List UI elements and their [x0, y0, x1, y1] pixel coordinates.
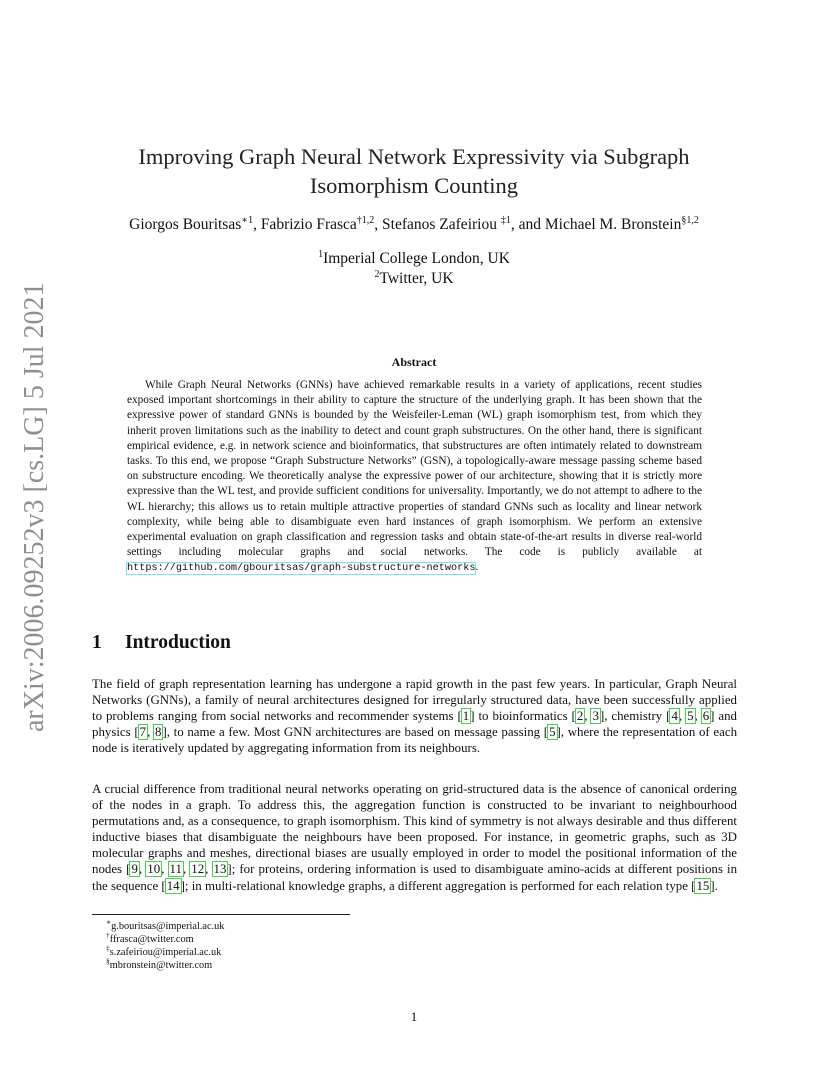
affiliation-mark: 1: [318, 248, 324, 260]
footnote-email: mbronstein@twitter.com: [109, 960, 213, 971]
affiliation-text: Twitter, UK: [379, 270, 454, 287]
citation-link[interactable]: 12: [191, 862, 205, 877]
footnote-mark: †: [106, 930, 110, 940]
footnote-email: s.zafeiriou@imperial.ac.uk: [109, 947, 222, 958]
author-name: Fabrizio Frasca: [260, 216, 357, 233]
paragraph-text: ,: [147, 725, 155, 740]
citation-link[interactable]: 15: [696, 878, 710, 893]
footnote-1: [106, 917, 225, 933]
footnote-email: ffrasca@twitter.com: [109, 934, 194, 945]
footnote-4: [106, 956, 213, 972]
author-mark: ∗1: [241, 214, 254, 226]
footnote-mark: ‡: [106, 943, 110, 953]
author-name: Giorgos Bouritsas: [129, 216, 242, 233]
citation-link[interactable]: 10: [147, 862, 161, 877]
abstract-end: .: [475, 561, 479, 574]
abstract-body: [127, 378, 702, 577]
footnote-mark: ∗: [106, 917, 112, 927]
paragraph-text: ]; in multi-relational knowledge graphs, a different aggregation is performed for each relation type [: [180, 878, 696, 893]
citation-link[interactable]: 5: [687, 709, 694, 724]
author-separator: ,: [374, 216, 383, 233]
footnote-rule: [92, 914, 350, 915]
paragraph-text: ,: [182, 862, 191, 877]
citation-link[interactable]: 9: [131, 862, 138, 877]
author-mark: †1,2: [356, 214, 375, 226]
arxiv-side-stamp: arXiv:2006.09252v3 [cs.LG] 5 Jul 2021: [19, 282, 50, 732]
paragraph-text: ,: [694, 709, 702, 724]
citation-link[interactable]: 7: [139, 725, 147, 740]
title-line-2: Isomorphism Counting: [309, 173, 519, 198]
affiliation-mark: 2: [374, 268, 380, 280]
citation-link[interactable]: 8: [155, 725, 162, 740]
footnote-3: [106, 943, 222, 959]
affiliation-text: Imperial College London, UK: [323, 250, 510, 267]
citation-link[interactable]: 1: [462, 709, 470, 724]
footnote-2: [106, 930, 194, 946]
affiliation-1: [214, 250, 614, 268]
abstract-text: While Graph Neural Networks (GNNs) have achieved remarkable results in a variety of applications, recent studies exposed important shortcomings in their ability to capture the structure of the underlying graph. It has been shown that the expressive power of standard GNNs is bounded by the Weisfeiler-Leman (WL) graph isomorphism test, from which they inherit proven limitations such as the inability to detect and count graph substructures. On the other hand, there is significant empirical evidence, e.g. in network science and bioinformatics, that substructures are often intimately related to downstream tasks. To this end, we propose “Graph Substructure Networks” (GSN), a topologically-aware message passing scheme based on substructure encoding. We theoretically analyse the expressive power of our architecture, showing that it is strictly more expressive than the WL test, and provide sufficient conditions for universality. Importantly, we do not attempt to adhere to the WL hierarchy; this allows us to retain multiple attractive properties of standard GNNs such as locality and linear network complexity, while being able to disambiguate even hard instances of graph isomorphism. We perform an extensive experimental evaluation on graph classification and regression tasks and obtain state-of-the-art results in diverse real-world settings including molecular graphs and social networks. The code is publicly available at: [127, 379, 702, 559]
footnote-mark: §: [106, 956, 110, 966]
author-separator: , and: [510, 216, 545, 233]
citation-link[interactable]: 11: [169, 862, 182, 877]
paragraph-text: ,: [138, 862, 147, 877]
paragraph-text: ]; for proteins, ordering information is used to disambiguate amino-acids at different positions in the sequence [: [92, 862, 738, 893]
author-name: Michael M. Bronstein: [544, 216, 682, 233]
citation-link[interactable]: 3: [592, 709, 599, 724]
affiliation-2: [214, 270, 614, 288]
paragraph-text: ] to bioinformatics [: [470, 709, 576, 724]
author-list: [60, 216, 768, 234]
code-url-link[interactable]: https://github.com/gbouritsas/graph-substructure-networks: [127, 563, 476, 575]
citation-link[interactable]: 14: [166, 878, 180, 893]
author-mark: §1,2: [681, 214, 699, 226]
citation-link[interactable]: 4: [671, 709, 678, 724]
paragraph-text: ,: [678, 709, 687, 724]
author-name: Stefanos Zafeiriou: [382, 216, 501, 233]
paragraph-text: ,: [205, 862, 213, 877]
section-title: Introduction: [125, 632, 231, 653]
paper-title: [90, 142, 738, 200]
intro-paragraph-2: [92, 781, 737, 894]
intro-paragraph-1: [92, 676, 737, 756]
section-number: 1: [92, 632, 102, 653]
paragraph-text: ], where the representation of each node is iteratively updated by aggregating information from its neighbours.: [92, 725, 738, 756]
paragraph-text: ].: [710, 878, 718, 893]
footnote-email: g.bouritsas@imperial.ac.uk: [111, 921, 225, 932]
author-separator: ,: [253, 216, 261, 233]
author-mark: ‡1: [500, 214, 511, 226]
section-heading: [92, 632, 231, 654]
paragraph-text: ,: [584, 709, 592, 724]
paragraph-text: A crucial difference from traditional neural networks operating on grid-structured data is the absence of canonical ordering of the nodes in a graph. To address this, the aggregation function is constructed to be invariant to neighbourhood permutations and, as a consequence, to graph isomorphism. This kind of symmetry is not always desirable and thus different inductive biases that disambiguate the neighbours have been proposed. For instance, in geometric graphs, such as 3D molecular graphs and meshes, directional biases are usually employed in order to model the positional information of the nodes [: [92, 782, 737, 877]
paragraph-text: ] and physics [: [92, 709, 737, 740]
citation-link[interactable]: 5: [549, 725, 556, 740]
abstract-heading: Abstract: [391, 355, 437, 369]
citation-link[interactable]: 2: [576, 709, 584, 724]
page-number: 1: [410, 1009, 418, 1024]
citation-link[interactable]: 13: [213, 862, 227, 877]
citation-link[interactable]: 6: [702, 709, 710, 724]
title-line-1: Improving Graph Neural Network Expressivity via Subgraph: [138, 144, 690, 169]
paragraph-text: ], chemistry [: [599, 709, 671, 724]
paragraph-text: ], to name a few. Most GNN architectures are based on message passing [: [162, 725, 549, 740]
paragraph-text: The field of graph representation learning has undergone a rapid growth in the past few years. In particular, Graph Neural Networks (GNNs), a family of neural architectures designed for irregularly structured data, have been successfully applied to problems ranging from social networks and recommender systems [: [92, 677, 737, 724]
paragraph-text: ,: [161, 862, 169, 877]
